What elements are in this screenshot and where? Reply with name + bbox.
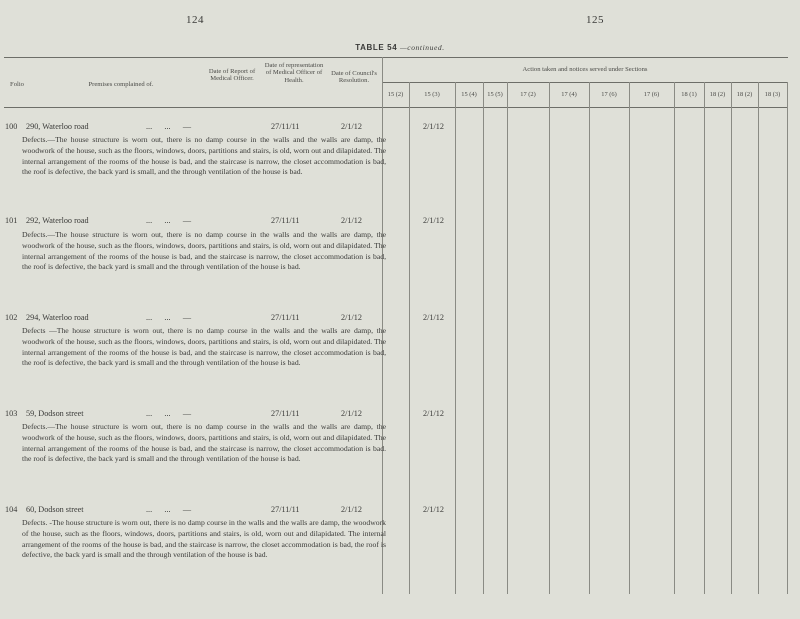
section-header: 17 (6)	[643, 91, 660, 98]
row-premises: 294, Waterloo road	[26, 313, 89, 322]
section-header: 18 (1)	[681, 91, 697, 98]
row-section-15-3: 2/1/12	[423, 313, 444, 322]
row-folio: 100	[5, 122, 18, 131]
header-top-rule	[4, 57, 788, 58]
row-section-15-3: 2/1/12	[423, 216, 444, 225]
section-header: 17 (2)	[520, 91, 536, 98]
header-action: Action taken and notices served under Sections	[522, 66, 648, 73]
page-number-right: 125	[586, 14, 604, 26]
table-title-main: TABLE 54	[355, 43, 398, 52]
row-date-representation: 27/11/11	[271, 216, 300, 225]
row-date-representation: 27/11/11	[271, 409, 300, 418]
row-date-resolution: 2/1/12	[341, 409, 362, 418]
section-header: 17 (4)	[561, 91, 577, 98]
row-defects: Defects. -The house structure is worn out, there is no damp course in the walls and the walls are damp, the woodwork of the house, such as the floors, windows, doors, partitions and stairs, is old, worn out and dilapidated. The internal arrangement of the rooms of the house is bad, and the staircase is narrow, the closet accommodation is bad, the roof is defective, the back yard is small and the through ventilation of the house is bad.	[22, 518, 386, 560]
row-date-resolution: 2/1/12	[341, 122, 362, 131]
row-premises: 59, Dodson street	[26, 409, 84, 418]
row-date-resolution: 2/1/12	[341, 313, 362, 322]
row-section-15-3: 2/1/12	[423, 122, 444, 131]
section-header: 15 (2)	[387, 91, 404, 98]
row-leaders: ... ... —	[146, 313, 192, 322]
header-date-report: Date of Report of Medical Officer.	[208, 68, 256, 83]
row-folio: 102	[5, 313, 18, 322]
col-divider	[483, 82, 484, 594]
row-leaders: ... ... —	[146, 122, 192, 131]
row-defects: Defects —The house structure is worn out, there is no damp course in the walls and the walls are damp, the woodwork of the house, such as the floors, windows, doors, partitions and stairs, is old, worn out and dilapidated. The internal arrangement of the rooms of the house is bad, and the staircase is narrow, the closet accommodation is bad, the roof is defective, the back yard is small and the through ventilation of the house is bad.	[22, 326, 386, 368]
row-premises: 292, Waterloo road	[26, 216, 89, 225]
table-title	[0, 42, 800, 52]
col-divider	[704, 82, 705, 594]
row-section-15-3: 2/1/12	[423, 409, 444, 418]
row-date-representation: 27/11/11	[271, 313, 300, 322]
page-number-left: 124	[186, 14, 204, 26]
col-divider	[507, 82, 508, 594]
section-header: 15 (5)	[487, 91, 503, 98]
row-folio: 104	[5, 505, 18, 514]
header-date-representation: Date of representation of Medical Officer of Health.	[264, 62, 324, 84]
col-divider	[758, 82, 759, 594]
row-section-15-3: 2/1/12	[423, 505, 444, 514]
row-defects: Defects.—The house structure is worn out, there is no damp course in the walls and the walls are damp, the woodwork of the house, such as the floors, windows, doors, partitions and stairs, is old, worn out and dilapidated. The internal arrangement of the rooms of the house is bad, and the staircase is narrow, the closet accommodation is bad, the roof is defective, the back yard is small, and the through ventilation of the house is bad.	[22, 135, 386, 177]
section-header: 17 (6)	[601, 91, 617, 98]
section-header: 18 (2)	[709, 91, 726, 98]
row-date-representation: 27/11/11	[271, 122, 300, 131]
row-defects: Defects.—The house structure is worn out, there is no damp course in the walls and the walls are damp, the woodwork of the house, such as the floors, windows, doors, partitions and stairs, is old, worn out and dilapidated. The internal arrangement of the rooms of the house is bad, and the staircase is narrow, the closet accommodation is bad, the roof is defective, the back yard is small and the through ventilation of the house is bad.	[22, 230, 386, 272]
col-divider	[455, 82, 456, 594]
col-divider	[674, 82, 675, 594]
row-folio: 101	[5, 216, 18, 225]
action-header-rule	[382, 82, 788, 83]
row-premises: 290, Waterloo road	[26, 122, 89, 131]
row-leaders: ... ... —	[146, 409, 192, 418]
header-date-resolution: Date of Council's Resolution.	[331, 70, 377, 85]
row-defects: Defects.—The house structure is worn out, there is no damp course in the walls and the walls are damp, the woodwork of the house, such as the floors, windows, doors, partitions and stairs, is old, worn out and dilapidated. The internal arrangement of the rooms of the house is bad, and the staircase is narrow, the closet accommodation is bad. the roof is defective, the back yard is small and the through ventilation of the house is bad.	[22, 422, 386, 464]
row-date-representation: 27/11/11	[271, 505, 300, 514]
header-bottom-rule	[4, 107, 788, 108]
section-header: 18 (2)	[736, 91, 753, 98]
col-divider	[787, 82, 788, 594]
col-divider	[549, 82, 550, 594]
col-divider	[731, 82, 732, 594]
section-header: 15 (4)	[461, 91, 477, 98]
row-premises: 60, Dodson street	[26, 505, 84, 514]
row-leaders: ... ... —	[146, 216, 192, 225]
col-divider	[629, 82, 630, 594]
table-title-suffix: —continued.	[400, 43, 445, 52]
row-date-resolution: 2/1/12	[341, 505, 362, 514]
row-date-resolution: 2/1/12	[341, 216, 362, 225]
col-divider	[409, 82, 410, 594]
col-divider	[589, 82, 590, 594]
row-folio: 103	[5, 409, 18, 418]
row-leaders: ... ... —	[146, 505, 192, 514]
section-header: 15 (3)	[424, 91, 440, 98]
section-header: 18 (3)	[764, 91, 781, 98]
header-folio: Folio	[10, 81, 24, 88]
header-premises: Premises complained of.	[88, 81, 154, 88]
